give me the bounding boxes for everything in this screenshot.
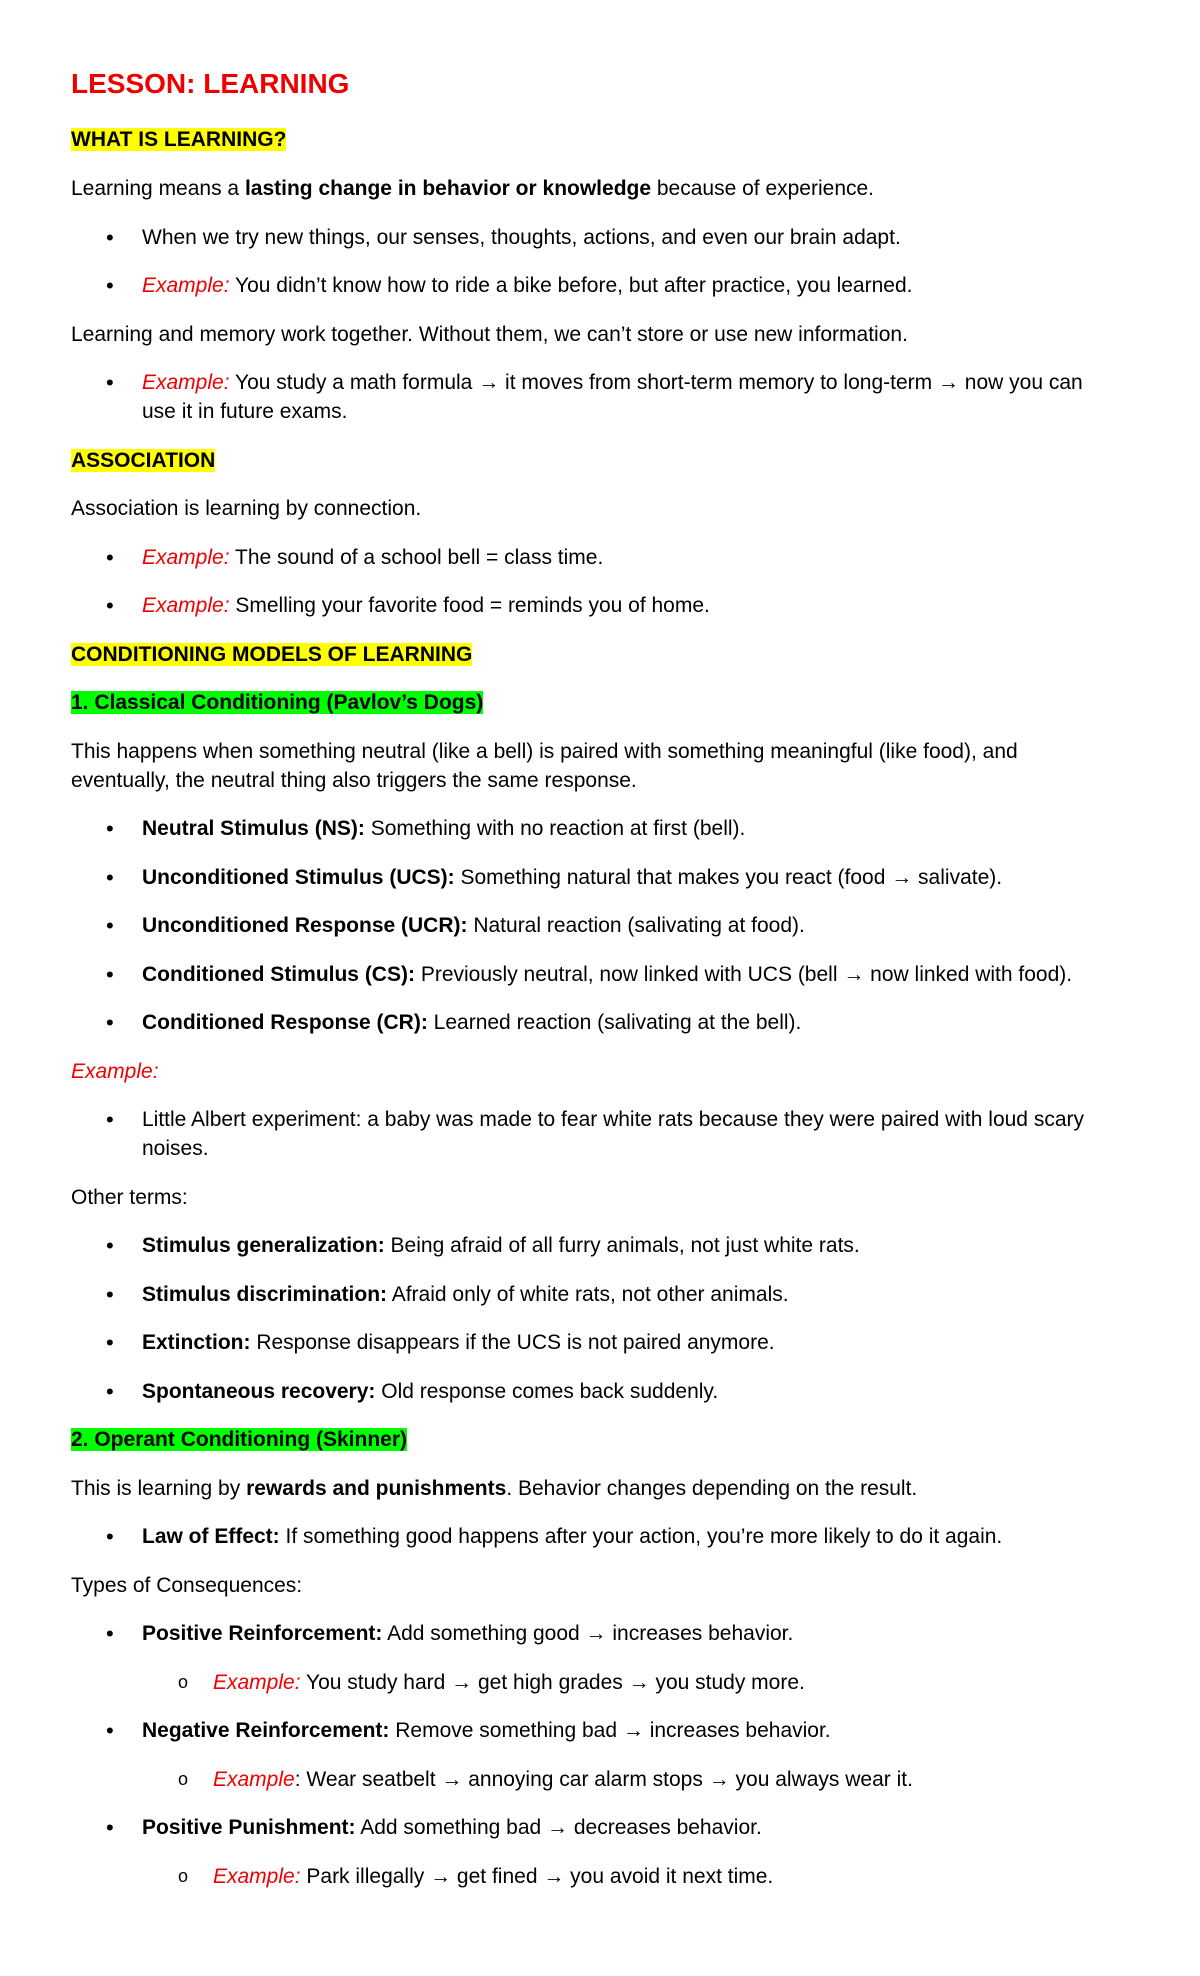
- bullet-icon: •: [106, 1379, 114, 1404]
- section-heading-conditioning: CONDITIONING MODELS OF LEARNING: [71, 643, 473, 666]
- term-item: Unconditioned Response (UCR): Natural reaction (salivating at food).: [142, 914, 805, 937]
- paragraph-association: Association is learning by connection.: [71, 497, 422, 520]
- term-item: Positive Reinforcement: Add something good → increases behavior.: [142, 1622, 794, 1645]
- bullet-icon: •: [106, 816, 114, 841]
- bullet-icon: •: [106, 1010, 114, 1035]
- term-item: Neutral Stimulus (NS): Something with no reaction at first (bell).: [142, 817, 746, 840]
- bullet-icon: •: [106, 1815, 114, 1840]
- sub-list-item: Example: Wear seatbelt → annoying car alarm stops → you always wear it.: [213, 1768, 913, 1791]
- term-item: Law of Effect: If something good happens after your action, you’re more likely to do it again.: [142, 1525, 1003, 1548]
- list-item-continuation: use it in future exams.: [142, 400, 348, 423]
- subsection-heading-classical: 1. Classical Conditioning (Pavlov’s Dogs): [71, 691, 484, 714]
- term-item: Conditioned Stimulus (CS): Previously neutral, now linked with UCS (bell → now linked with food).: [142, 963, 1073, 986]
- bullet-icon: •: [106, 225, 114, 250]
- term-item: Positive Punishment: Add something bad → decreases behavior.: [142, 1816, 762, 1839]
- bullet-icon: •: [106, 865, 114, 890]
- paragraph-operant: This is learning by rewards and punishments. Behavior changes depending on the result.: [71, 1477, 918, 1500]
- sub-bullet-icon: o: [178, 1672, 189, 1692]
- term-item: Stimulus generalization: Being afraid of all furry animals, not just white rats.: [142, 1234, 860, 1257]
- sub-bullet-icon: o: [178, 1769, 189, 1789]
- subsection-heading-operant: 2. Operant Conditioning (Skinner): [71, 1428, 407, 1451]
- paragraph-memory: Learning and memory work together. Without them, we can’t store or use new information.: [71, 323, 908, 346]
- bullet-icon: •: [106, 1107, 114, 1132]
- bullet-icon: •: [106, 962, 114, 987]
- term-item: Conditioned Response (CR): Learned reaction (salivating at the bell).: [142, 1011, 802, 1034]
- other-terms-label: Other terms:: [71, 1186, 188, 1209]
- sub-list-item: Example: Park illegally → get fined → you avoid it next time.: [213, 1865, 774, 1888]
- list-item: Little Albert experiment: a baby was made to fear white rats because they were paired with loud scary: [142, 1108, 1084, 1131]
- bullet-icon: •: [106, 1330, 114, 1355]
- term-item: Negative Reinforcement: Remove something bad → increases behavior.: [142, 1719, 831, 1742]
- bullet-icon: •: [106, 1718, 114, 1743]
- page-title: LESSON: LEARNING: [71, 68, 350, 99]
- bullet-icon: •: [106, 1621, 114, 1646]
- sub-list-item: Example: You study hard → get high grades → you study more.: [213, 1671, 805, 1694]
- term-item: Unconditioned Stimulus (UCS): Something natural that makes you react (food → salivate).: [142, 866, 1003, 889]
- bullet-icon: •: [106, 1282, 114, 1307]
- paragraph-definition: Learning means a lasting change in behavior or knowledge because of experience.: [71, 177, 875, 200]
- term-item: Spontaneous recovery: Old response comes back suddenly.: [142, 1380, 719, 1403]
- bullet-icon: •: [106, 545, 114, 570]
- bullet-icon: •: [106, 1524, 114, 1549]
- bullet-icon: •: [106, 1233, 114, 1258]
- example-label: Example:: [71, 1060, 159, 1083]
- bullet-icon: •: [106, 593, 114, 618]
- list-item: Example: The sound of a school bell = class time.: [142, 546, 604, 569]
- term-item: Extinction: Response disappears if the UCS is not paired anymore.: [142, 1331, 775, 1354]
- list-item-continuation: noises.: [142, 1137, 209, 1160]
- bullet-icon: •: [106, 370, 114, 395]
- section-heading-what-is-learning: WHAT IS LEARNING?: [71, 128, 287, 151]
- sub-bullet-icon: o: [178, 1866, 189, 1886]
- section-heading-association: ASSOCIATION: [71, 449, 216, 472]
- term-item: Stimulus discrimination: Afraid only of white rats, not other animals.: [142, 1283, 789, 1306]
- list-item: Example: Smelling your favorite food = reminds you of home.: [142, 594, 710, 617]
- list-item: When we try new things, our senses, thoughts, actions, and even our brain adapt.: [142, 226, 901, 249]
- bullet-icon: •: [106, 273, 114, 298]
- bullet-icon: •: [106, 913, 114, 938]
- paragraph-classical: This happens when something neutral (like a bell) is paired with something meaningful (like food), and: [71, 740, 1018, 763]
- list-item: Example: You study a math formula → it moves from short-term memory to long-term → now you can: [142, 371, 1083, 394]
- paragraph-classical-continuation: eventually, the neutral thing also triggers the same response.: [71, 769, 637, 792]
- list-item: Example: You didn’t know how to ride a bike before, but after practice, you learned.: [142, 274, 913, 297]
- types-label: Types of Consequences:: [71, 1574, 303, 1597]
